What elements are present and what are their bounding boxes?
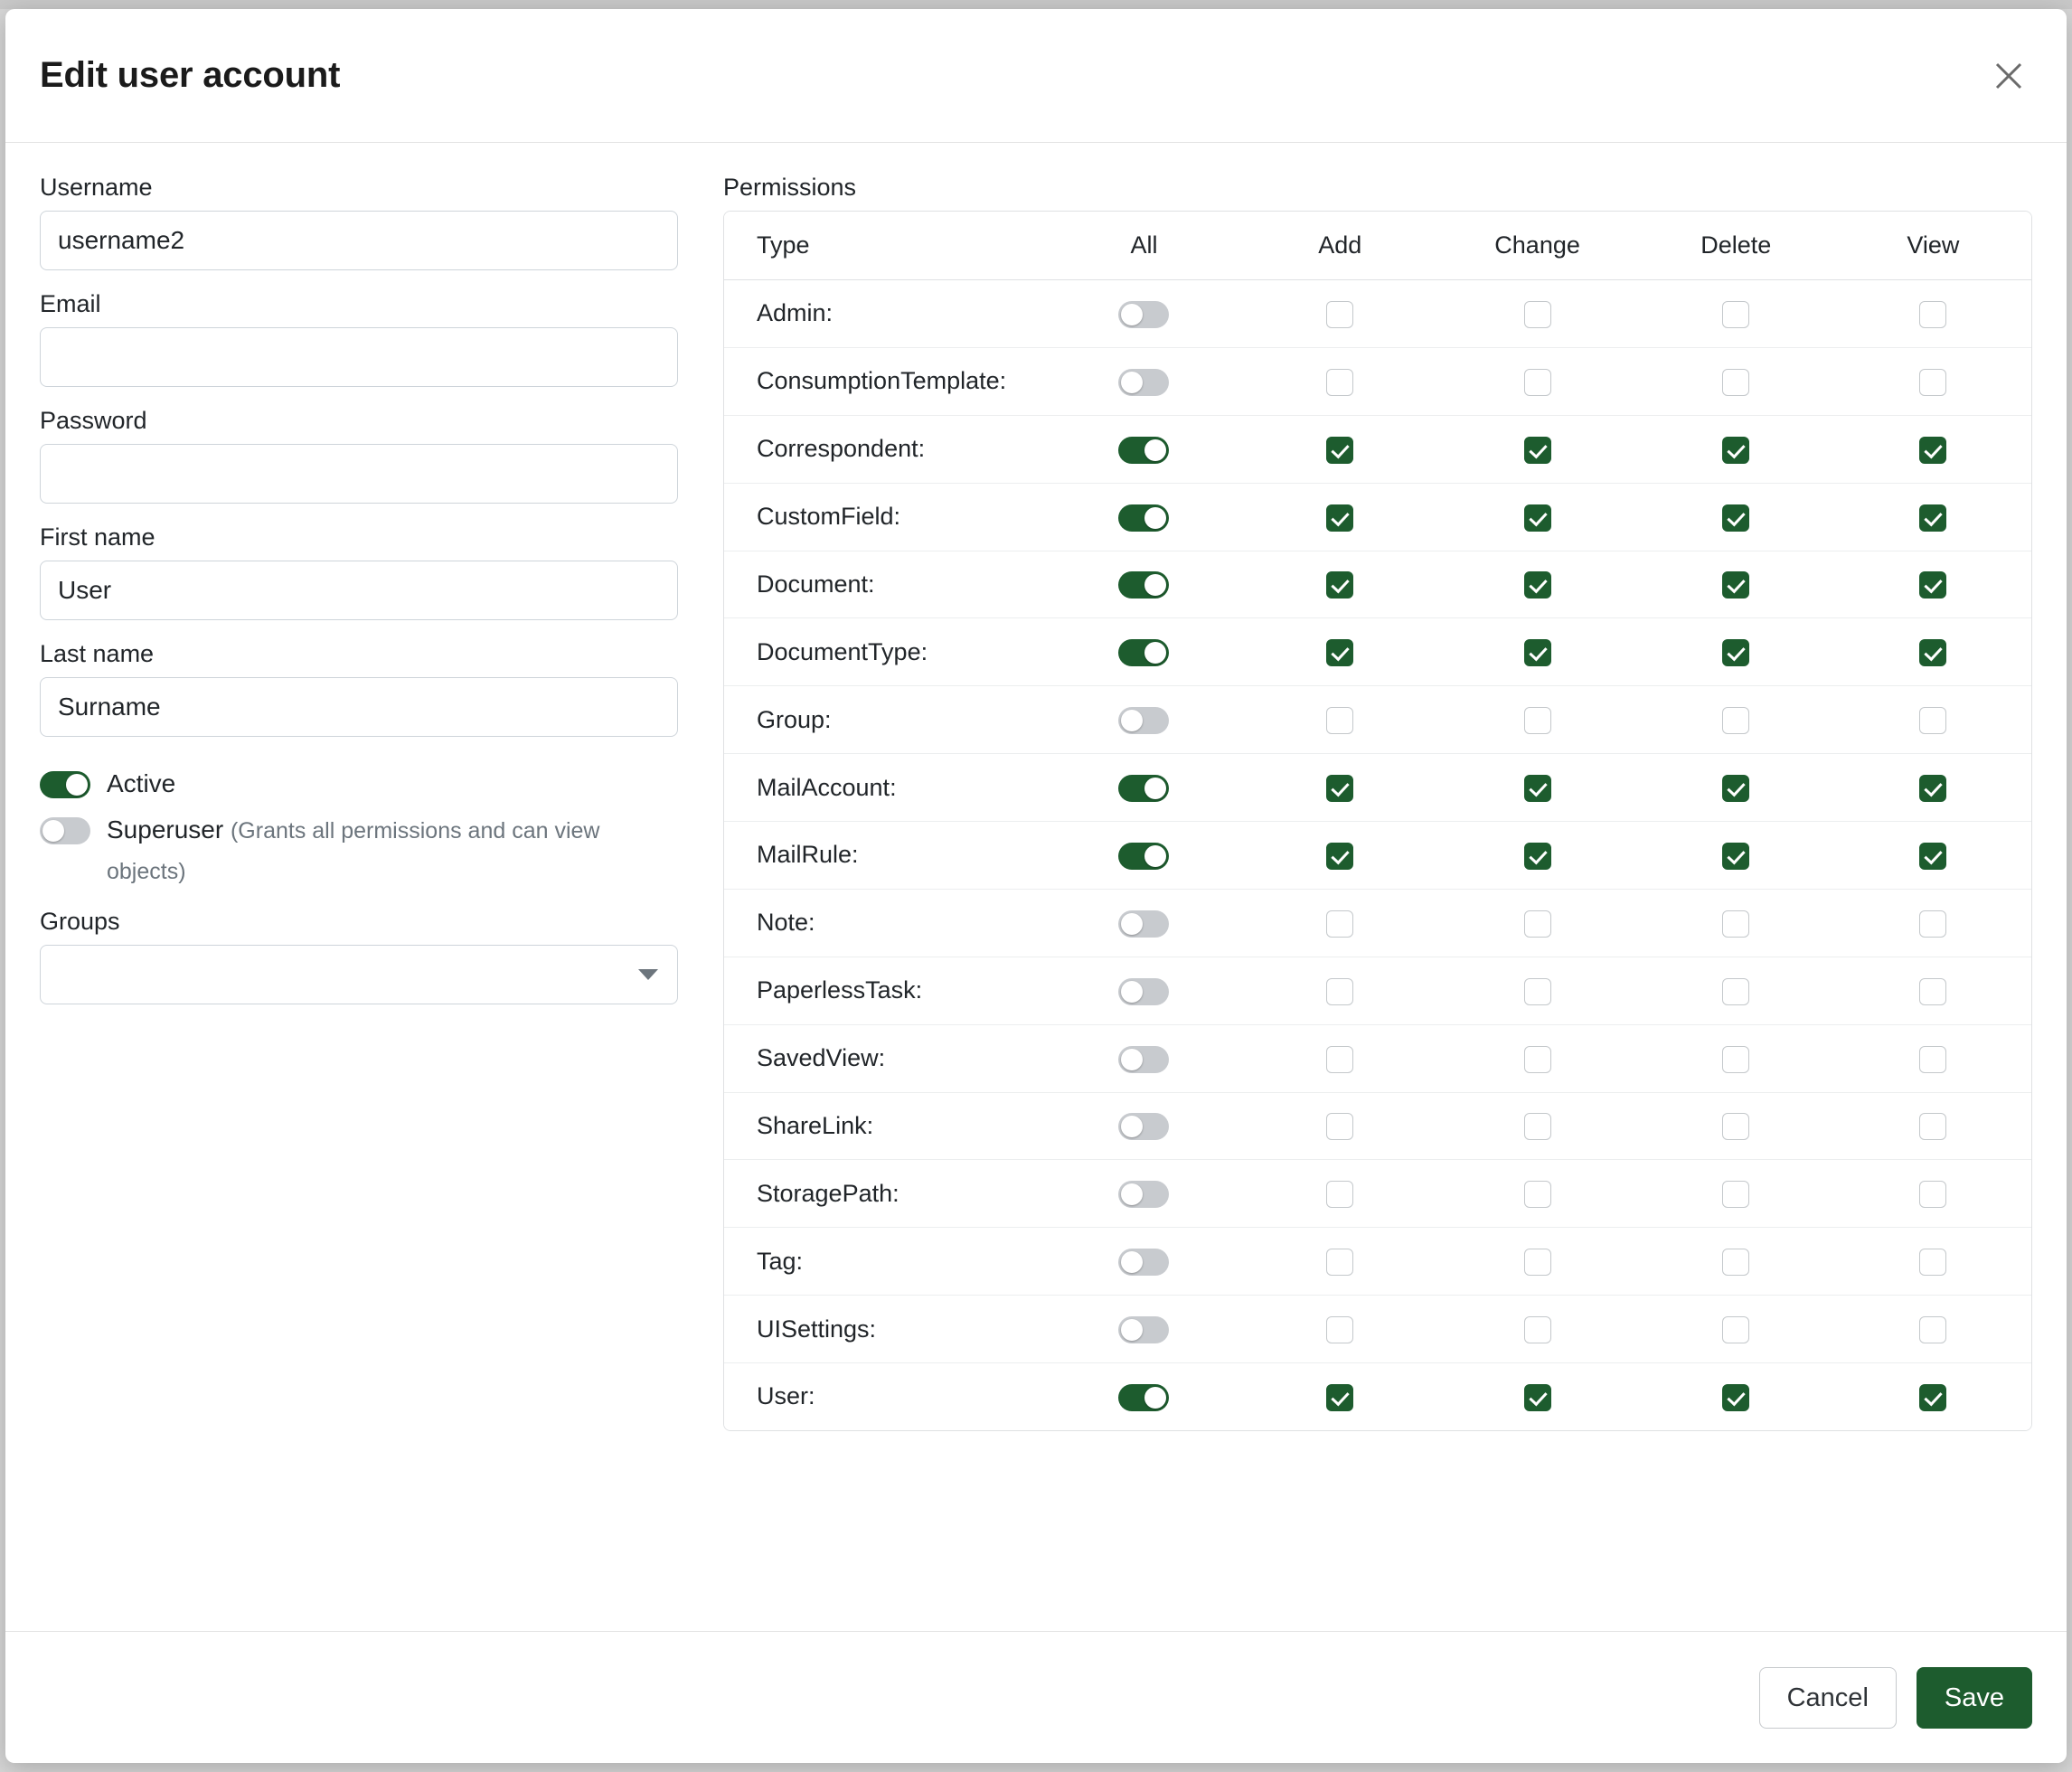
- permission-all-toggle[interactable]: [1118, 978, 1169, 1005]
- permission-view-checkbox[interactable]: [1919, 775, 1946, 802]
- permission-change-checkbox-cell: [1437, 484, 1636, 551]
- permission-type-label: DocumentType:: [724, 618, 1046, 686]
- table-row: [724, 1093, 2031, 1161]
- page-backdrop: [0, 0, 2072, 9]
- edit-user-account-dialog: [5, 9, 2067, 1763]
- permission-delete-checkbox-cell: [1637, 484, 1835, 551]
- permission-view-checkbox[interactable]: [1919, 910, 1946, 938]
- page-title: Edit user account: [40, 55, 341, 95]
- table-row: [724, 1228, 2031, 1296]
- permission-add-checkbox-cell: [1242, 618, 1437, 686]
- permission-delete-checkbox-cell: [1637, 1093, 1835, 1161]
- permission-view-checkbox-cell: [1835, 1025, 2031, 1093]
- permission-add-checkbox-cell: [1242, 957, 1437, 1025]
- permission-delete-checkbox[interactable]: [1722, 978, 1749, 1005]
- permission-add-checkbox[interactable]: [1326, 1181, 1353, 1208]
- permission-change-checkbox[interactable]: [1524, 639, 1551, 666]
- permission-change-checkbox-cell: [1437, 1296, 1636, 1363]
- permission-all-toggle[interactable]: [1118, 437, 1169, 464]
- permission-delete-checkbox-cell: [1637, 1160, 1835, 1228]
- permission-change-checkbox-cell: [1437, 1160, 1636, 1228]
- permission-all-toggle[interactable]: [1118, 1316, 1169, 1343]
- table-row: [724, 484, 2031, 551]
- permission-type-label: Admin:: [724, 280, 1046, 348]
- dialog-header: [5, 9, 2067, 143]
- permission-all-cell: [1046, 890, 1242, 957]
- permission-add-checkbox-cell: [1242, 1363, 1437, 1430]
- permission-all-toggle[interactable]: [1118, 1046, 1169, 1073]
- permission-view-checkbox-cell: [1835, 822, 2031, 890]
- permission-type-label: PaperlessTask:: [724, 957, 1046, 1025]
- permission-type-label: ShareLink:: [724, 1093, 1046, 1161]
- permission-delete-checkbox[interactable]: [1722, 1046, 1749, 1073]
- permission-change-checkbox-cell: [1437, 890, 1636, 957]
- permission-all-cell: [1046, 754, 1242, 822]
- superuser-toggle-row: [40, 810, 682, 891]
- permission-add-checkbox[interactable]: [1326, 775, 1353, 802]
- email-label: Email: [40, 290, 101, 317]
- permission-change-checkbox-cell: [1437, 957, 1636, 1025]
- permission-all-cell: [1046, 957, 1242, 1025]
- permission-all-cell: [1046, 1228, 1242, 1296]
- permission-change-checkbox[interactable]: [1524, 1113, 1551, 1140]
- permission-view-checkbox[interactable]: [1919, 1316, 1946, 1343]
- permission-change-checkbox[interactable]: [1524, 843, 1551, 870]
- last-name-input[interactable]: [40, 677, 678, 737]
- permission-add-checkbox[interactable]: [1326, 1249, 1353, 1276]
- permission-delete-checkbox[interactable]: [1722, 910, 1749, 938]
- permission-type-label: SavedView:: [724, 1025, 1046, 1093]
- permission-view-checkbox-cell: [1835, 686, 2031, 754]
- permission-add-checkbox-cell: [1242, 686, 1437, 754]
- permission-view-checkbox-cell: [1835, 890, 2031, 957]
- first-name-label: First name: [40, 523, 155, 551]
- permission-delete-checkbox-cell: [1637, 1296, 1835, 1363]
- permissions-section: [723, 174, 2032, 1613]
- permission-type-label: User:: [724, 1363, 1046, 1430]
- permission-add-checkbox[interactable]: [1326, 571, 1353, 599]
- table-row: [724, 348, 2031, 416]
- permission-view-checkbox-cell: [1835, 416, 2031, 484]
- permission-all-cell: [1046, 686, 1242, 754]
- permission-delete-checkbox-cell: [1637, 551, 1835, 619]
- permission-change-checkbox[interactable]: [1524, 1249, 1551, 1276]
- permission-change-checkbox-cell: [1437, 348, 1636, 416]
- permission-change-checkbox[interactable]: [1524, 1181, 1551, 1208]
- table-row: [724, 957, 2031, 1025]
- permission-change-checkbox-cell: [1437, 1025, 1636, 1093]
- permission-all-toggle[interactable]: [1118, 1113, 1169, 1140]
- permission-delete-checkbox-cell: [1637, 1025, 1835, 1093]
- permission-delete-checkbox[interactable]: [1722, 775, 1749, 802]
- permission-view-checkbox-cell: [1835, 348, 2031, 416]
- permission-add-checkbox[interactable]: [1326, 1113, 1353, 1140]
- permission-change-checkbox-cell: [1437, 1363, 1636, 1430]
- permission-all-cell: [1046, 348, 1242, 416]
- permission-all-toggle[interactable]: [1118, 504, 1169, 532]
- column-header-view: View: [1835, 212, 2031, 280]
- permission-delete-checkbox[interactable]: [1722, 1249, 1749, 1276]
- permission-type-label: UISettings:: [724, 1296, 1046, 1363]
- column-header-delete: Delete: [1637, 212, 1835, 280]
- user-details-form: [40, 174, 682, 1613]
- permission-change-checkbox-cell: [1437, 618, 1636, 686]
- first-name-input[interactable]: [40, 561, 678, 620]
- close-icon[interactable]: [1985, 52, 2032, 99]
- table-row: [724, 1160, 2031, 1228]
- permission-type-label: Note:: [724, 890, 1046, 957]
- permission-view-checkbox[interactable]: [1919, 843, 1946, 870]
- email-field[interactable]: [40, 327, 678, 387]
- table-row: [724, 1296, 2031, 1363]
- permission-add-checkbox-cell: [1242, 348, 1437, 416]
- permission-change-checkbox[interactable]: [1524, 1384, 1551, 1411]
- permission-delete-checkbox[interactable]: [1722, 1316, 1749, 1343]
- username-label: Username: [40, 174, 153, 201]
- permission-delete-checkbox[interactable]: [1722, 571, 1749, 599]
- permission-delete-checkbox-cell: [1637, 348, 1835, 416]
- permission-all-cell: [1046, 1363, 1242, 1430]
- table-row: [724, 754, 2031, 822]
- table-row: [724, 1025, 2031, 1093]
- permission-add-checkbox[interactable]: [1326, 707, 1353, 734]
- permission-view-checkbox-cell: [1835, 484, 2031, 551]
- permission-add-checkbox[interactable]: [1326, 1046, 1353, 1073]
- permission-change-checkbox[interactable]: [1524, 369, 1551, 396]
- permission-add-checkbox[interactable]: [1326, 843, 1353, 870]
- permission-change-checkbox-cell: [1437, 551, 1636, 619]
- table-row: [724, 686, 2031, 754]
- superuser-hint: (Grants all permissions and can view objects): [107, 818, 600, 884]
- permissions-table-header: [724, 212, 2031, 280]
- superuser-label: Superuser: [107, 815, 224, 844]
- permission-change-checkbox[interactable]: [1524, 301, 1551, 328]
- permission-all-toggle[interactable]: [1118, 1384, 1169, 1411]
- permission-view-checkbox[interactable]: [1919, 1384, 1946, 1411]
- permission-delete-checkbox-cell: [1637, 1363, 1835, 1430]
- password-label: Password: [40, 407, 147, 434]
- permission-delete-checkbox-cell: [1637, 618, 1835, 686]
- permission-add-checkbox-cell: [1242, 1025, 1437, 1093]
- permission-change-checkbox-cell: [1437, 416, 1636, 484]
- permission-delete-checkbox[interactable]: [1722, 1113, 1749, 1140]
- column-header-all: All: [1046, 212, 1242, 280]
- permission-type-label: MailAccount:: [724, 754, 1046, 822]
- permission-change-checkbox-cell: [1437, 754, 1636, 822]
- permission-view-checkbox-cell: [1835, 280, 2031, 348]
- permission-view-checkbox-cell: [1835, 754, 2031, 822]
- permission-all-cell: [1046, 1160, 1242, 1228]
- permission-view-checkbox[interactable]: [1919, 1249, 1946, 1276]
- password-field[interactable]: [40, 444, 678, 504]
- permission-view-checkbox-cell: [1835, 551, 2031, 619]
- table-row: [724, 890, 2031, 957]
- permission-view-checkbox-cell: [1835, 1363, 2031, 1430]
- permission-all-toggle[interactable]: [1118, 1181, 1169, 1208]
- permission-delete-checkbox-cell: [1637, 416, 1835, 484]
- permission-all-cell: [1046, 822, 1242, 890]
- permission-change-checkbox[interactable]: [1524, 1316, 1551, 1343]
- permission-add-checkbox-cell: [1242, 1160, 1437, 1228]
- permission-change-checkbox[interactable]: [1524, 707, 1551, 734]
- permission-delete-checkbox[interactable]: [1722, 1384, 1749, 1411]
- permission-all-cell: [1046, 484, 1242, 551]
- permission-view-checkbox[interactable]: [1919, 978, 1946, 1005]
- active-toggle-row: [40, 764, 682, 803]
- permission-view-checkbox-cell: [1835, 1160, 2031, 1228]
- permissions-heading: Permissions: [723, 174, 857, 201]
- permission-delete-checkbox-cell: [1637, 822, 1835, 890]
- permission-all-toggle[interactable]: [1118, 707, 1169, 734]
- permission-add-checkbox-cell: [1242, 754, 1437, 822]
- active-toggle[interactable]: [40, 771, 90, 798]
- permission-view-checkbox-cell: [1835, 1093, 2031, 1161]
- permission-delete-checkbox[interactable]: [1722, 1181, 1749, 1208]
- permission-add-checkbox-cell: [1242, 1296, 1437, 1363]
- superuser-toggle[interactable]: [40, 817, 90, 844]
- permission-add-checkbox[interactable]: [1326, 1384, 1353, 1411]
- permission-change-checkbox[interactable]: [1524, 775, 1551, 802]
- permission-add-checkbox-cell: [1242, 551, 1437, 619]
- permissions-table: [723, 211, 2032, 1431]
- permission-add-checkbox[interactable]: [1326, 369, 1353, 396]
- permission-type-label: MailRule:: [724, 822, 1046, 890]
- permission-delete-checkbox-cell: [1637, 1228, 1835, 1296]
- permission-view-checkbox-cell: [1835, 618, 2031, 686]
- permission-change-checkbox[interactable]: [1524, 910, 1551, 938]
- permission-delete-checkbox-cell: [1637, 280, 1835, 348]
- permission-add-checkbox[interactable]: [1326, 1316, 1353, 1343]
- permission-add-checkbox[interactable]: [1326, 301, 1353, 328]
- permission-view-checkbox-cell: [1835, 1228, 2031, 1296]
- chevron-down-icon[interactable]: [638, 969, 658, 980]
- dialog-footer: [5, 1631, 2067, 1763]
- permission-type-label: Document:: [724, 551, 1046, 619]
- column-header-add: Add: [1242, 212, 1437, 280]
- table-row: [724, 416, 2031, 484]
- permission-add-checkbox-cell: [1242, 1093, 1437, 1161]
- permission-delete-checkbox-cell: [1637, 957, 1835, 1025]
- permissions-table-body: [724, 280, 2031, 1430]
- column-header-type: Type: [724, 212, 1046, 280]
- permission-add-checkbox-cell: [1242, 484, 1437, 551]
- permission-change-checkbox[interactable]: [1524, 504, 1551, 532]
- permission-view-checkbox[interactable]: [1919, 639, 1946, 666]
- permission-add-checkbox-cell: [1242, 416, 1437, 484]
- permission-type-label: Group:: [724, 686, 1046, 754]
- permission-delete-checkbox[interactable]: [1722, 707, 1749, 734]
- groups-label: Groups: [40, 908, 120, 935]
- permission-view-checkbox[interactable]: [1919, 369, 1946, 396]
- permission-add-checkbox[interactable]: [1326, 639, 1353, 666]
- table-row: [724, 551, 2031, 619]
- permission-delete-checkbox[interactable]: [1722, 437, 1749, 464]
- permission-view-checkbox[interactable]: [1919, 1113, 1946, 1140]
- permission-delete-checkbox[interactable]: [1722, 843, 1749, 870]
- permission-all-toggle[interactable]: [1118, 1249, 1169, 1276]
- permission-all-toggle[interactable]: [1118, 639, 1169, 666]
- permission-all-cell: [1046, 551, 1242, 619]
- permission-view-checkbox-cell: [1835, 957, 2031, 1025]
- permission-add-checkbox-cell: [1242, 822, 1437, 890]
- permission-view-checkbox-cell: [1835, 1296, 2031, 1363]
- permission-delete-checkbox[interactable]: [1722, 301, 1749, 328]
- permission-delete-checkbox[interactable]: [1722, 369, 1749, 396]
- cancel-button[interactable]: Cancel: [1759, 1667, 1897, 1729]
- permission-change-checkbox[interactable]: [1524, 571, 1551, 599]
- permission-all-toggle[interactable]: [1118, 369, 1169, 396]
- dialog-body: [5, 143, 2067, 1631]
- table-row: [724, 618, 2031, 686]
- username-input[interactable]: [40, 211, 678, 270]
- permission-type-label: Correspondent:: [724, 416, 1046, 484]
- permission-type-label: StoragePath:: [724, 1160, 1046, 1228]
- table-row: [724, 280, 2031, 348]
- permission-view-checkbox[interactable]: [1919, 1046, 1946, 1073]
- permission-change-checkbox-cell: [1437, 822, 1636, 890]
- table-row: [724, 1363, 2031, 1430]
- permission-view-checkbox[interactable]: [1919, 504, 1946, 532]
- permission-view-checkbox[interactable]: [1919, 1181, 1946, 1208]
- permission-add-checkbox[interactable]: [1326, 504, 1353, 532]
- permission-add-checkbox-cell: [1242, 1228, 1437, 1296]
- permission-all-toggle[interactable]: [1118, 775, 1169, 802]
- permission-add-checkbox-cell: [1242, 280, 1437, 348]
- permission-all-toggle[interactable]: [1118, 571, 1169, 599]
- permission-all-cell: [1046, 280, 1242, 348]
- active-label: Active: [107, 769, 176, 797]
- permission-all-cell: [1046, 1093, 1242, 1161]
- permission-view-checkbox[interactable]: [1919, 707, 1946, 734]
- permission-all-cell: [1046, 618, 1242, 686]
- permission-add-checkbox[interactable]: [1326, 437, 1353, 464]
- permission-delete-checkbox-cell: [1637, 686, 1835, 754]
- permission-type-label: ConsumptionTemplate:: [724, 348, 1046, 416]
- permission-all-cell: [1046, 1296, 1242, 1363]
- permission-add-checkbox-cell: [1242, 890, 1437, 957]
- permission-view-checkbox[interactable]: [1919, 437, 1946, 464]
- permission-delete-checkbox[interactable]: [1722, 639, 1749, 666]
- permission-change-checkbox-cell: [1437, 1093, 1636, 1161]
- permission-view-checkbox[interactable]: [1919, 301, 1946, 328]
- groups-select[interactable]: [40, 945, 678, 1004]
- column-header-change: Change: [1437, 212, 1636, 280]
- permission-all-cell: [1046, 1025, 1242, 1093]
- permission-delete-checkbox-cell: [1637, 890, 1835, 957]
- permission-change-checkbox[interactable]: [1524, 978, 1551, 1005]
- permission-delete-checkbox-cell: [1637, 754, 1835, 822]
- permission-view-checkbox[interactable]: [1919, 571, 1946, 599]
- permission-change-checkbox[interactable]: [1524, 1046, 1551, 1073]
- permission-change-checkbox-cell: [1437, 1228, 1636, 1296]
- permission-change-checkbox-cell: [1437, 686, 1636, 754]
- table-row: [724, 822, 2031, 890]
- permission-change-checkbox-cell: [1437, 280, 1636, 348]
- permission-type-label: Tag:: [724, 1228, 1046, 1296]
- permission-all-cell: [1046, 416, 1242, 484]
- groups-select-wrapper: [40, 945, 678, 1004]
- permission-all-toggle[interactable]: [1118, 910, 1169, 938]
- last-name-label: Last name: [40, 640, 155, 667]
- permission-change-checkbox[interactable]: [1524, 437, 1551, 464]
- permission-delete-checkbox[interactable]: [1722, 504, 1749, 532]
- permission-all-toggle[interactable]: [1118, 301, 1169, 328]
- permission-type-label: CustomField:: [724, 484, 1046, 551]
- permission-all-toggle[interactable]: [1118, 843, 1169, 870]
- permission-add-checkbox[interactable]: [1326, 978, 1353, 1005]
- save-button[interactable]: Save: [1917, 1667, 2032, 1729]
- permission-add-checkbox[interactable]: [1326, 910, 1353, 938]
